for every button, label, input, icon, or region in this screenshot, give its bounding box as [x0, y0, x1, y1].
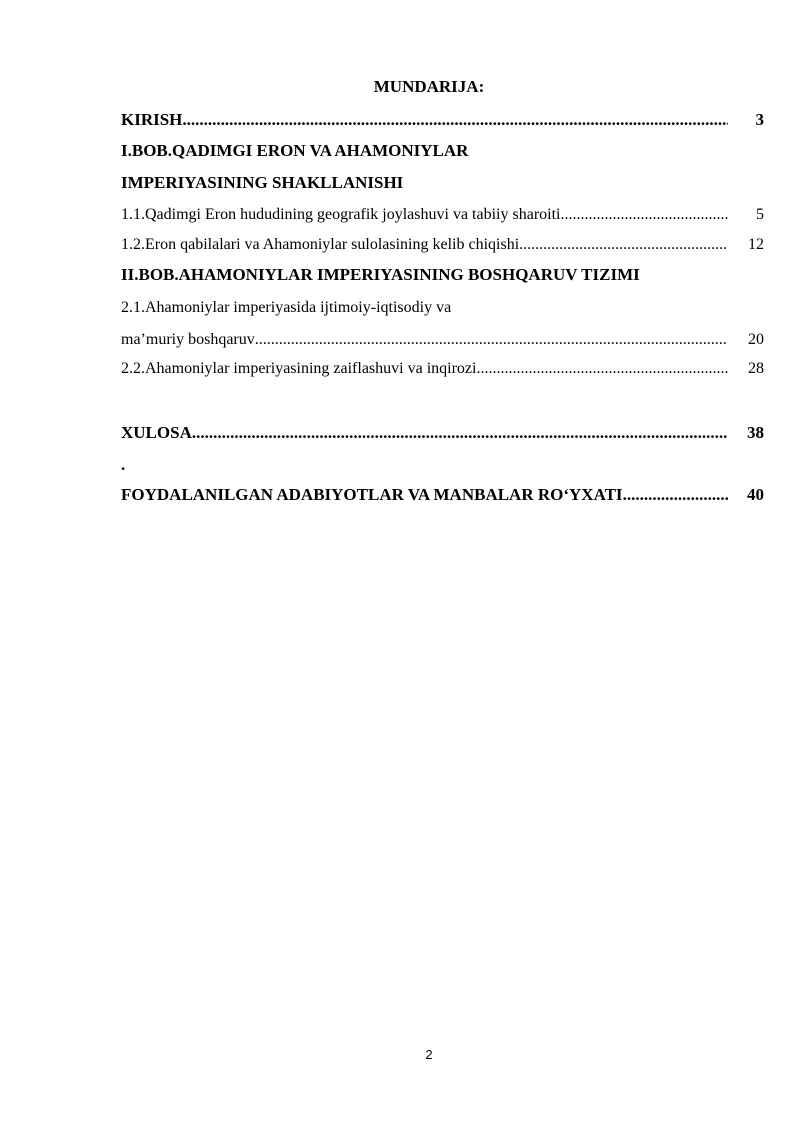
toc-entry-title: XULOSA [121, 423, 192, 442]
toc-heading: MUNDARIJA: [373, 77, 485, 96]
toc-entry-references[interactable] [121, 484, 764, 506]
toc-section-2-1-line1[interactable]: 2.1.Ahamoniylar imperiyasida ijtimoiy-iqtisodiy va [121, 299, 452, 316]
toc-entry-section-1-2[interactable] [121, 234, 764, 256]
toc-entry-page: 38 [747, 423, 764, 442]
dot-leader [623, 484, 728, 506]
toc-entry-title: ma’muriy boshqaruv [121, 331, 255, 348]
page-number: 2 [425, 1047, 433, 1062]
toc-entry-section-2-1[interactable] [121, 329, 764, 351]
toc-entry-conclusion[interactable] [121, 422, 764, 444]
toc-entry-section-2-2[interactable] [121, 358, 764, 380]
toc-entry-title: 1.1.Qadimgi Eron hududining geografik joylashuvi va tabiiy sharoiti [121, 206, 561, 223]
toc-entry-page: 28 [748, 360, 764, 377]
toc-entry-page: 5 [756, 206, 764, 223]
toc-chapter2-title[interactable]: II.BOB.AHAMONIYLAR IMPERIYASINING BOSHQARUV TIZIMI [121, 265, 640, 284]
dot-leader [560, 204, 728, 226]
stray-period: . [121, 455, 126, 474]
toc-entry-page: 40 [747, 485, 764, 504]
toc-entry-page: 3 [755, 110, 764, 129]
toc-entry-title: FOYDALANILGAN ADABIYOTLAR VA MANBALAR RO‘YXATI [121, 485, 623, 504]
toc-entry-title: 1.2.Eron qabilalari va Ahamoniylar sulolasining kelib chiqishi [121, 236, 520, 253]
dot-leader [519, 234, 728, 256]
dot-leader [192, 422, 728, 444]
toc-chapter1-title-line1[interactable]: I.BOB.QADIMGI ERON VA AHAMONIYLAR [121, 141, 469, 160]
dot-leader [182, 109, 728, 131]
toc-entry-title: KIRISH [121, 110, 183, 129]
toc-entry-page: 20 [748, 331, 764, 348]
toc-entry-intro[interactable] [121, 109, 764, 131]
dot-leader [476, 358, 728, 380]
dot-leader [255, 329, 728, 351]
toc-entry-section-1-1[interactable] [121, 204, 764, 226]
toc-entry-page: 12 [748, 236, 764, 253]
toc-chapter1-title-line2[interactable]: IMPERIYASINING SHAKLLANISHI [121, 173, 404, 192]
toc-entry-title: 2.2.Ahamoniylar imperiyasining zaiflashuvi va inqirozi [121, 360, 477, 377]
